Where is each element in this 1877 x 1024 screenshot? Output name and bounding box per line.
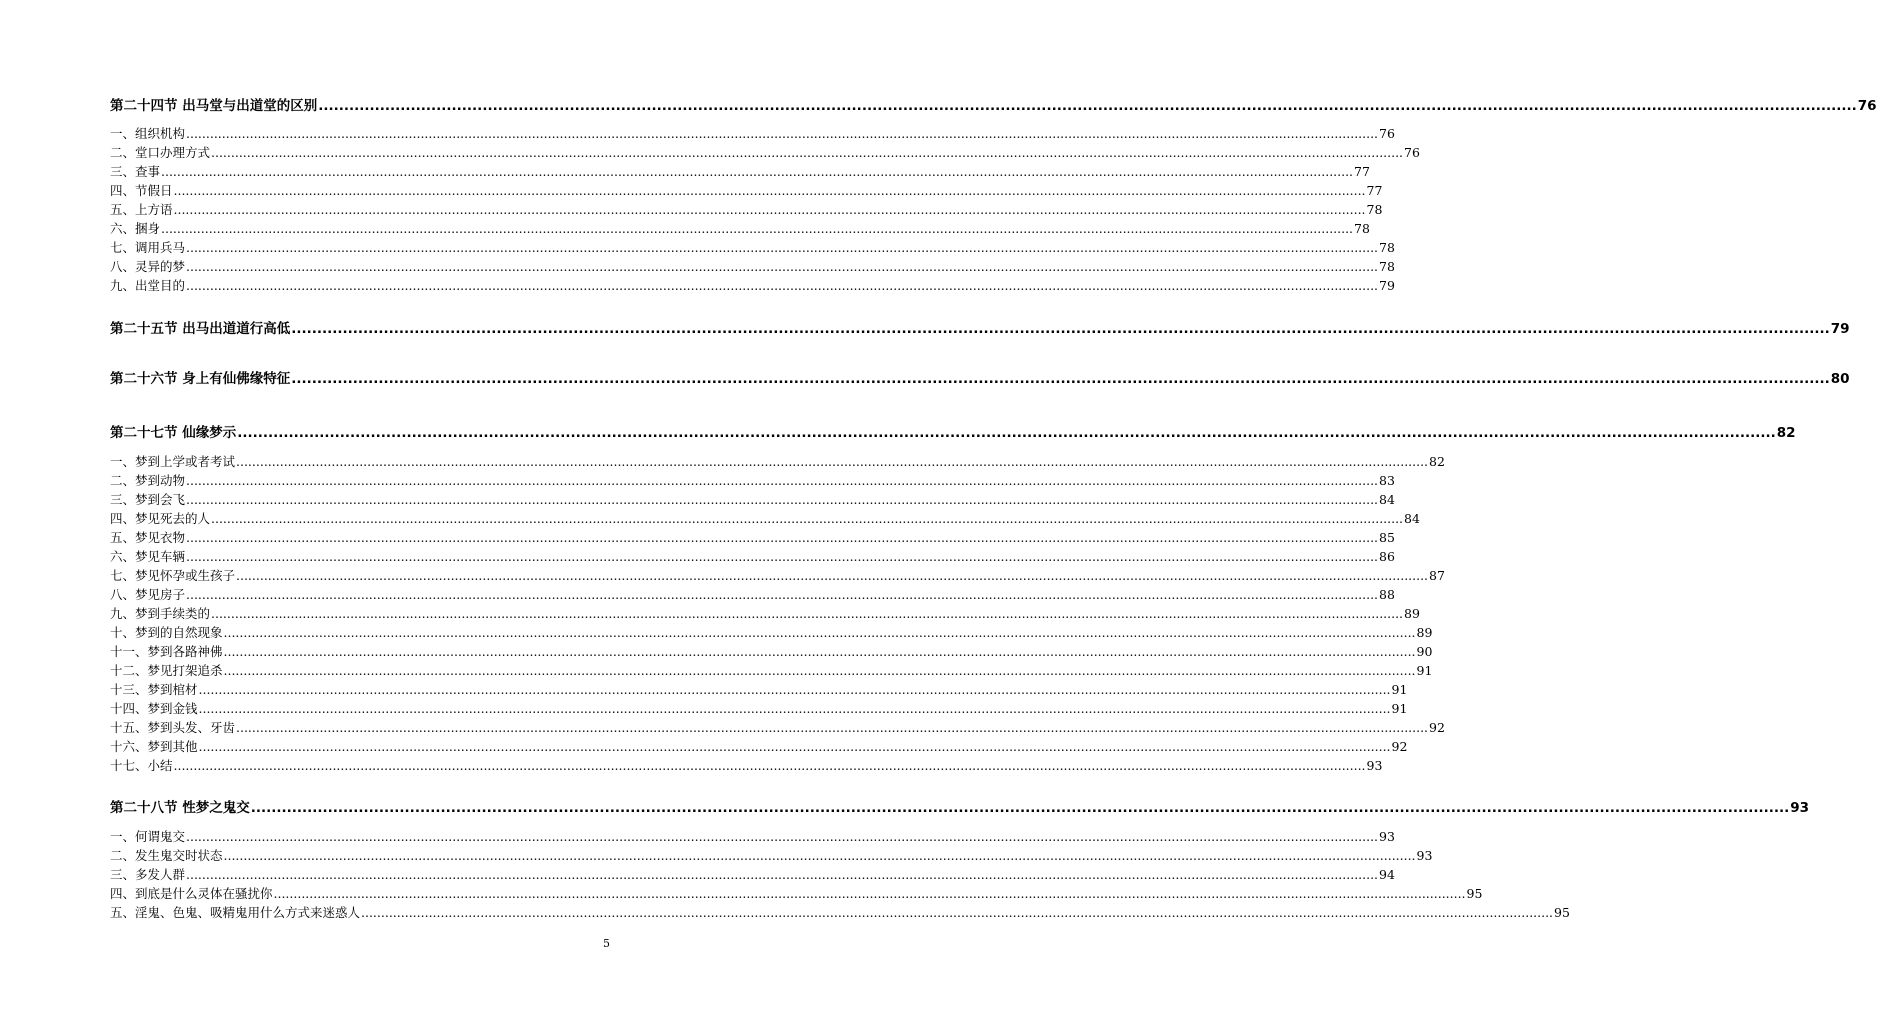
toc-entry-title: 十四、梦到金钱: [110, 701, 198, 716]
toc-entry-title: 七、调用兵马: [110, 240, 186, 255]
toc-item-entry: [110, 568, 1445, 584]
toc-entry-page: 78: [1379, 259, 1395, 274]
toc-item-entry: [110, 240, 1395, 256]
toc-entry-title: 十三、梦到棺材: [110, 682, 198, 697]
toc-item-entry: [110, 606, 1420, 622]
toc-entry-title: 第二十七节 仙缘梦示: [110, 425, 237, 441]
toc-item-entry: [110, 126, 1395, 142]
toc-entry-page: 79: [1830, 321, 1850, 337]
toc-entry-title: 二、堂口办理方式: [110, 145, 211, 160]
toc-leader-dots: ............................................................................................................................................................................................................................................................................................................: [161, 164, 1354, 179]
toc-item-entry: [110, 202, 1383, 218]
toc-entry-title: 九、出堂目的: [110, 278, 186, 293]
toc-entry-page: 76: [1857, 98, 1877, 114]
toc-leader-dots: ............................................................................................................................................................................................................................................................................................................: [223, 848, 1416, 863]
toc-entry-title: 十七、小结: [110, 758, 173, 773]
toc-entry-title: 一、梦到上学或者考试: [110, 454, 236, 469]
toc-leader-dots: ............................................................................................................................................................................................................................................................................................................: [198, 682, 1391, 697]
toc-entry-title: 三、多发人群: [110, 867, 186, 882]
toc-item-entry: [110, 720, 1445, 736]
toc-entry-page: 88: [1379, 587, 1395, 602]
toc-leader-dots: ............................................................................................................................................................................................................................................................................................................: [161, 221, 1354, 236]
toc-entry-page: 95: [1466, 886, 1483, 901]
toc-leader-dots: ............................................................................................................................................................................................................................................................................................................: [186, 240, 1379, 255]
toc-leader-dots: ............................................................................................................................................................................................................................................................................................................: [318, 98, 1857, 114]
toc-entry-title: 第二十四节 出马堂与出道堂的区别: [110, 98, 318, 114]
toc-leader-dots: ............................................................................................................................................................................................................................................................................................................: [173, 202, 1366, 217]
toc-entry-page: 82: [1776, 425, 1796, 441]
toc-item-entry: [110, 473, 1395, 489]
toc-leader-dots: ............................................................................................................................................................................................................................................................................................................: [236, 454, 1429, 469]
toc-entry-page: 78: [1366, 202, 1383, 217]
toc-leader-dots: ............................................................................................................................................................................................................................................................................................................: [186, 259, 1379, 274]
toc-leader-dots: ............................................................................................................................................................................................................................................................................................................: [186, 829, 1379, 844]
toc-leader-dots: ............................................................................................................................................................................................................................................................................................................: [273, 886, 1466, 901]
page-number: 5: [603, 937, 610, 950]
toc-item-entry: [110, 183, 1383, 199]
toc-item-entry: [110, 682, 1408, 698]
toc-section-entry: [110, 370, 1850, 388]
toc-leader-dots: ............................................................................................................................................................................................................................................................................................................: [237, 425, 1776, 441]
toc-item-entry: [110, 701, 1408, 717]
toc-entry-title: 五、梦见衣物: [110, 530, 186, 545]
toc-item-entry: [110, 829, 1395, 845]
toc-leader-dots: ............................................................................................................................................................................................................................................................................................................: [186, 867, 1379, 882]
toc-leader-dots: ............................................................................................................................................................................................................................................................................................................: [291, 321, 1830, 337]
toc-entry-title: 二、梦到动物: [110, 473, 186, 488]
toc-item-entry: [110, 164, 1370, 180]
toc-entry-page: 80: [1830, 371, 1850, 387]
toc-entry-page: 91: [1391, 701, 1408, 716]
toc-entry-page: 83: [1379, 473, 1395, 488]
toc-entry-page: 91: [1416, 663, 1433, 678]
toc-item-entry: [110, 530, 1395, 546]
toc-leader-dots: ............................................................................................................................................................................................................................................................................................................: [186, 126, 1379, 141]
toc-leader-dots: ............................................................................................................................................................................................................................................................................................................: [223, 663, 1416, 678]
toc-entry-title: 第二十五节 出马出道道行高低: [110, 321, 291, 337]
toc-entry-page: 89: [1404, 606, 1420, 621]
toc-item-entry: [110, 511, 1420, 527]
toc-entry-title: 十、梦到的自然现象: [110, 625, 223, 640]
toc-entry-page: 85: [1379, 530, 1395, 545]
toc-entry-page: 94: [1379, 867, 1395, 882]
toc-entry-title: 十六、梦到其他: [110, 739, 198, 754]
toc-entry-page: 93: [1379, 829, 1395, 844]
toc-item-entry: [110, 758, 1383, 774]
toc-entry-title: 第二十六节 身上有仙佛缘特征: [110, 371, 291, 387]
toc-entry-page: 92: [1429, 720, 1445, 735]
toc-leader-dots: ............................................................................................................................................................................................................................................................................................................: [223, 644, 1416, 659]
toc-entry-page: 93: [1366, 758, 1383, 773]
toc-entry-page: 79: [1379, 278, 1395, 293]
toc-entry-page: 91: [1391, 682, 1408, 697]
toc-leader-dots: ............................................................................................................................................................................................................................................................................................................: [198, 701, 1391, 716]
toc-entry-title: 八、梦见房子: [110, 587, 186, 602]
toc-leader-dots: ............................................................................................................................................................................................................................................................................................................: [186, 278, 1379, 293]
toc-section-entry: [110, 424, 1796, 442]
toc-entry-page: 78: [1379, 240, 1395, 255]
toc-entry-page: 95: [1554, 905, 1570, 920]
toc-leader-dots: ............................................................................................................................................................................................................................................................................................................: [173, 758, 1366, 773]
toc-item-entry: [110, 644, 1433, 660]
toc-entry-title: 第二十八节 性梦之鬼交: [110, 800, 250, 816]
toc-leader-dots: ............................................................................................................................................................................................................................................................................................................: [223, 625, 1416, 640]
toc-item-entry: [110, 454, 1445, 470]
toc-leader-dots: ............................................................................................................................................................................................................................................................................................................: [186, 530, 1379, 545]
toc-item-entry: [110, 145, 1420, 161]
toc-leader-dots: ............................................................................................................................................................................................................................................................................................................: [173, 183, 1366, 198]
toc-entry-page: 87: [1429, 568, 1445, 583]
toc-leader-dots: ............................................................................................................................................................................................................................................................................................................: [186, 587, 1379, 602]
toc-item-entry: [110, 663, 1433, 679]
toc-item-entry: [110, 625, 1433, 641]
toc-entry-page: 78: [1354, 221, 1370, 236]
toc-leader-dots: ............................................................................................................................................................................................................................................................................................................: [186, 473, 1379, 488]
toc-entry-title: 十一、梦到各路神佛: [110, 644, 223, 659]
toc-item-entry: [110, 259, 1395, 275]
toc-item-entry: [110, 549, 1395, 565]
toc-item-entry: [110, 278, 1395, 294]
toc-entry-title: 五、上方语: [110, 202, 173, 217]
toc-entry-title: 十五、梦到头发、牙齿: [110, 720, 236, 735]
toc-section-entry: [110, 320, 1850, 338]
toc-entry-title: 四、到底是什么灵体在骚扰你: [110, 886, 273, 901]
toc-leader-dots: ............................................................................................................................................................................................................................................................................................................: [211, 606, 1404, 621]
toc-entry-page: 93: [1790, 800, 1810, 816]
toc-leader-dots: ............................................................................................................................................................................................................................................................................................................: [186, 492, 1379, 507]
toc-section-entry: [110, 799, 1810, 817]
toc-leader-dots: ............................................................................................................................................................................................................................................................................................................: [211, 511, 1404, 526]
toc-entry-page: 92: [1391, 739, 1408, 754]
toc-entry-title: 十二、梦见打架追杀: [110, 663, 223, 678]
toc-item-entry: [110, 867, 1395, 883]
toc-entry-page: 89: [1416, 625, 1433, 640]
toc-entry-page: 90: [1416, 644, 1433, 659]
toc-entry-title: 二、发生鬼交时状态: [110, 848, 223, 863]
toc-leader-dots: ............................................................................................................................................................................................................................................................................................................: [198, 739, 1391, 754]
toc-entry-title: 三、梦到会飞: [110, 492, 186, 507]
toc-item-entry: [110, 886, 1483, 902]
toc-entry-page: 84: [1379, 492, 1395, 507]
toc-entry-page: 77: [1366, 183, 1383, 198]
toc-leader-dots: ............................................................................................................................................................................................................................................................................................................: [291, 371, 1830, 387]
toc-entry-page: 77: [1354, 164, 1370, 179]
toc-leader-dots: ............................................................................................................................................................................................................................................................................................................: [236, 720, 1429, 735]
toc-entry-title: 九、梦到手续类的: [110, 606, 211, 621]
toc-entry-title: 三、查事: [110, 164, 161, 179]
toc-item-entry: [110, 587, 1395, 603]
toc-entry-title: 八、灵异的梦: [110, 259, 186, 274]
toc-leader-dots: ............................................................................................................................................................................................................................................................................................................: [186, 549, 1379, 564]
toc-entry-title: 七、梦见怀孕或生孩子: [110, 568, 236, 583]
toc-entry-page: 76: [1379, 126, 1395, 141]
toc-entry-title: 一、何谓鬼交: [110, 829, 186, 844]
toc-leader-dots: ............................................................................................................................................................................................................................................................................................................: [211, 145, 1404, 160]
toc-leader-dots: ............................................................................................................................................................................................................................................................................................................: [361, 905, 1554, 920]
toc-entry-title: 六、捆身: [110, 221, 161, 236]
toc-leader-dots: ............................................................................................................................................................................................................................................................................................................: [236, 568, 1429, 583]
toc-entry-page: 82: [1429, 454, 1445, 469]
toc-entry-title: 四、梦见死去的人: [110, 511, 211, 526]
toc-item-entry: [110, 492, 1395, 508]
toc-entry-title: 一、组织机构: [110, 126, 186, 141]
toc-entry-page: 93: [1416, 848, 1433, 863]
toc-item-entry: [110, 848, 1433, 864]
toc-item-entry: [110, 739, 1408, 755]
toc-entry-page: 84: [1404, 511, 1420, 526]
toc-item-entry: [110, 221, 1370, 237]
toc-entry-page: 76: [1404, 145, 1420, 160]
toc-entry-title: 六、梦见车辆: [110, 549, 186, 564]
toc-entry-title: 四、节假日: [110, 183, 173, 198]
toc-entry-page: 86: [1379, 549, 1395, 564]
toc-entry-title: 五、淫鬼、色鬼、吸精鬼用什么方式来迷惑人: [110, 905, 361, 920]
toc-leader-dots: ............................................................................................................................................................................................................................................................................................................: [250, 800, 1790, 816]
toc-section-entry: [110, 97, 1877, 115]
toc-item-entry: [110, 905, 1570, 921]
